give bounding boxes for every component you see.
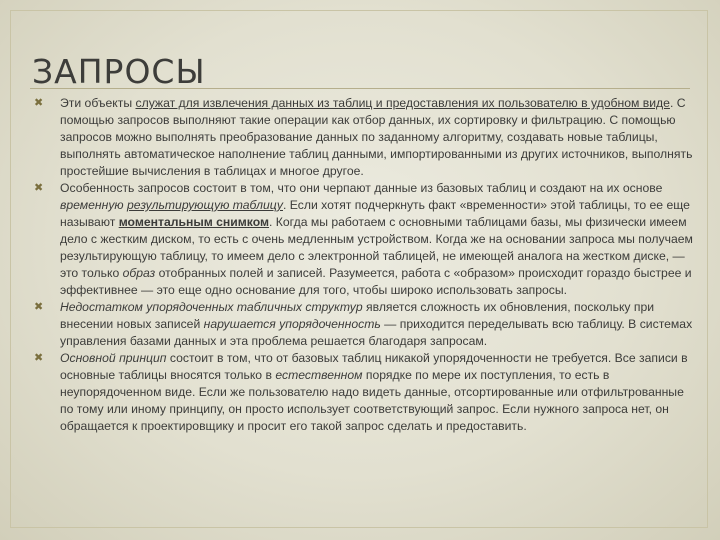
bullet-text-run: временную xyxy=(60,198,127,212)
bullet-text-run: порядке по мере их поступления, то есть в неупорядоченном виде. Если же пользователю надо видеть данные, отсортированные или отфильтрованные по тому или иному принципу, он просто использует соответствующий запрос. Если нужного запроса нет, он обращается к проектировщику и просит его такой запрос сделать и предоставить. xyxy=(60,368,684,433)
bullet-text-run: результирующую таблицу xyxy=(126,198,283,212)
x-mark-bullet-icon: ✖ xyxy=(34,182,44,194)
x-mark-bullet-icon: ✖ xyxy=(34,352,44,364)
bullet-text-run: нарушается упорядоченность xyxy=(203,317,381,331)
bullet-item xyxy=(34,299,694,350)
bullet-text-run: Недостатком упорядоченных табличных структур xyxy=(60,300,363,314)
slide-title: ЗАПРОСЫ xyxy=(32,52,206,91)
bullet-item xyxy=(34,180,694,299)
bullet-text-run: . Если хотят подчеркнуть факт «временности» этой таблицы, то ее еще называют xyxy=(60,198,690,229)
bullet-text-run: Особенность запросов состоит в том, что они черпают данные из базовых таблиц и создают на их основе xyxy=(60,181,663,195)
bullet-text-run: является сложность их обновления, поскольку при внесении новых записей xyxy=(60,300,655,331)
bullet-text-run: естественном xyxy=(275,368,363,382)
bullet-text-run: Эти объекты xyxy=(60,96,136,110)
bullet-text-run: моментальным снимком xyxy=(118,215,270,229)
title-divider xyxy=(30,88,690,89)
bullet-text-run: отобранных полей и записей. Разумеется, работа с «образом» происходит гораздо быстрее и эффективнее — это еще одно основание для того, чтобы широко использовать запросы. xyxy=(60,266,692,297)
bullet-item xyxy=(34,350,694,435)
bullet-item xyxy=(34,95,694,180)
bullet-text-run: образ xyxy=(122,266,156,280)
bullet-text-run: . С помощью запросов выполняют такие операции как отбор данных, их сортировку и фильтрацию. С помощью запросов можно выполнять преобразование данных по заданному алгоритму, создавать новые таблицы, выполнять автоматическое наполнение таблиц данными, импортированными из других источников, выполнять простейшие вычисления в таблицах и многое другое. xyxy=(60,96,693,178)
bullet-text-run: . Когда мы работаем с основными таблицами базы, мы физически имеем дело с жестким диском, то есть с очень медленным устройством. Когда же на основании запроса мы получаем результирующую таблицу, то имеем дело с электронной таблицей, не имеющей аналога на жестком диске, — это только xyxy=(60,215,693,280)
bullet-text-run: состоит в том, что от базовых таблиц никакой упорядоченности не требуется. Все записи в основные таблицы вносятся только в xyxy=(60,351,688,382)
bullet-text-run: Основной принцип xyxy=(60,351,167,365)
x-mark-bullet-icon: ✖ xyxy=(34,301,44,313)
bullet-text-run: — приходится переделывать всю таблицу. В системах управления базами данных и эта проблема решается благодаря запросам. xyxy=(60,317,693,348)
x-mark-bullet-icon: ✖ xyxy=(34,97,44,109)
bullet-text-run: служат для извлечения данных из таблиц и предоставления их пользователю в удобном виде xyxy=(135,96,670,110)
bullet-list xyxy=(34,95,694,435)
